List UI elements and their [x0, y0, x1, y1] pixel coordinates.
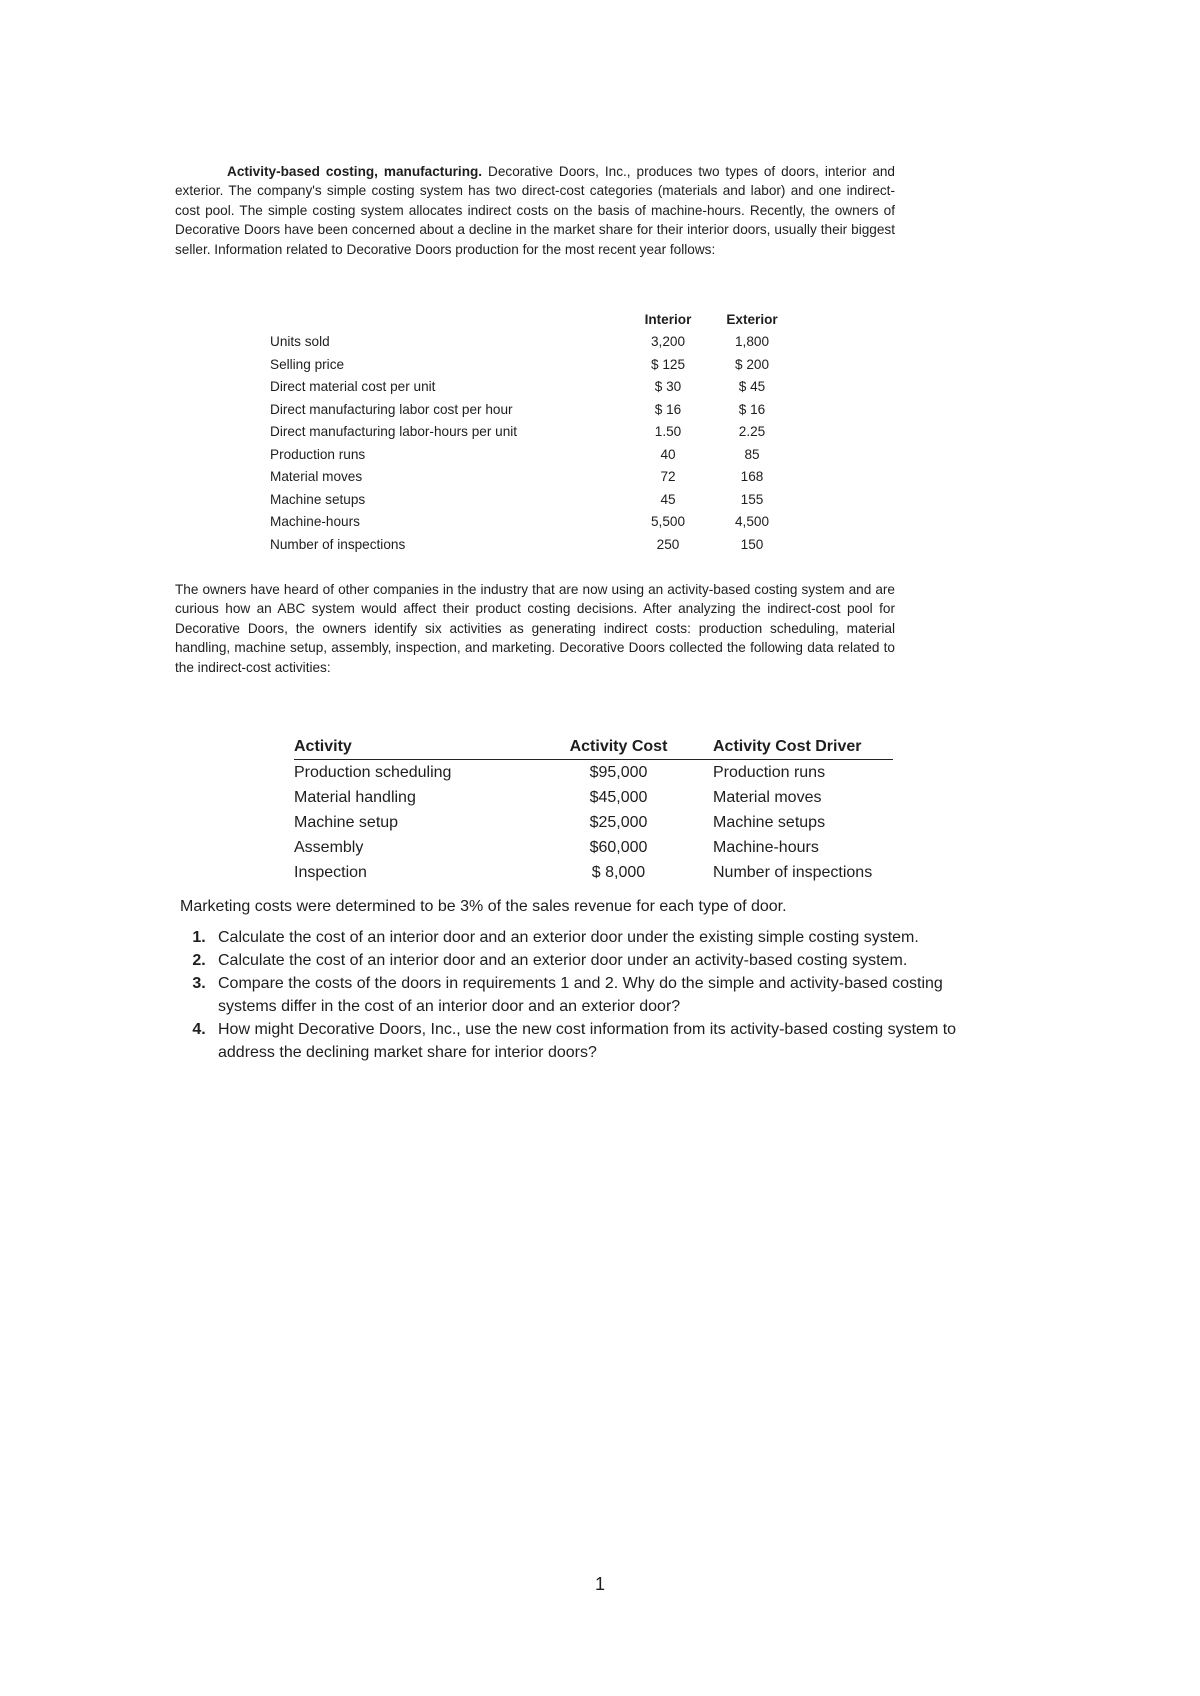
- row-label: Direct material cost per unit: [270, 379, 436, 395]
- header-activity-cost: Activity Cost: [536, 736, 701, 760]
- exterior-value: 168: [740, 469, 764, 485]
- intro-paragraph: [175, 162, 895, 259]
- interior-value: 45: [660, 491, 676, 507]
- table-row: [294, 810, 893, 835]
- table-row: [294, 835, 893, 860]
- row-label: Machine-hours: [270, 514, 360, 530]
- activity-cost: $25,000: [589, 813, 648, 831]
- cost-driver: Material moves: [713, 788, 822, 806]
- exterior-value: $ 45: [738, 379, 766, 395]
- table-row: [270, 466, 794, 489]
- production-info-table: [270, 308, 794, 556]
- exterior-value: 1,800: [734, 334, 770, 350]
- header-activity: Activity: [294, 736, 536, 760]
- table-row: [270, 511, 794, 534]
- table-row: [270, 376, 794, 399]
- row-label: Selling price: [270, 356, 345, 372]
- item-text: How might Decorative Doors, Inc., use the new cost information from its activity-based costing system to address the declining market share for interior doors?: [218, 1021, 957, 1061]
- table-row: [270, 398, 794, 421]
- row-label: Machine setups: [270, 491, 366, 507]
- item-number: 4.: [192, 1021, 206, 1038]
- interior-value: 40: [660, 446, 676, 462]
- list-item: [180, 972, 990, 1018]
- activity-cost-table: [294, 736, 893, 885]
- interior-value: 1.50: [654, 424, 682, 440]
- list-item: [180, 1018, 990, 1064]
- header-cost-driver: Activity Cost Driver: [701, 736, 893, 760]
- abc-paragraph: The owners have heard of other companies in the industry that are now using an activity-based costing system and are curious how an ABC system would affect their product costing decisions. After analyzing the indirect-cost pool for Decorative Doors, the owners identify six activities as generating indirect costs: production scheduling, material handling, machine setup, assembly, inspection, and marketing. Decorative Doors collected the following data related to the indirect-cost activities:: [175, 582, 895, 675]
- table-row: [294, 860, 893, 885]
- activity-cost: $60,000: [589, 838, 648, 856]
- list-item: [180, 949, 990, 972]
- cost-driver: Machine-hours: [713, 838, 819, 856]
- row-label: Units sold: [270, 334, 330, 350]
- interior-value: 5,500: [650, 514, 686, 530]
- list-item: [180, 926, 990, 949]
- activity-cost: $ 8,000: [591, 863, 646, 881]
- exterior-value: 85: [744, 446, 760, 462]
- activity-name: Assembly: [294, 838, 364, 856]
- table-row: [270, 331, 794, 354]
- activity-name: Production scheduling: [294, 763, 452, 781]
- cost-driver: Machine setups: [713, 813, 826, 831]
- activity-name: Machine setup: [294, 813, 399, 831]
- interior-value: $ 30: [654, 379, 682, 395]
- header-interior: Interior: [644, 311, 692, 327]
- intro-text: Decorative Doors, Inc., produces two types of doors, interior and exterior. The company's simple costing system has two direct-cost categories (materials and labor) and one indirect-cost pool. The simple costing system allocates indirect costs on the basis of machine-hours. Recently, the owners of Decorative Doors have been concerned about a decline in the market share for their interior doors, usually their biggest seller. Information related to Decorative Doors production for the most recent year follows:: [175, 164, 895, 257]
- marketing-note: Marketing costs were determined to be 3% of the sales revenue for each type of door.: [180, 898, 787, 915]
- interior-value: 3,200: [650, 334, 686, 350]
- problem-title: Activity-based costing, manufacturing.: [227, 164, 483, 179]
- item-text: Compare the costs of the doors in requirements 1 and 2. Why do the simple and activity-based costing systems differ in the cost of an interior door and an exterior door?: [218, 975, 943, 1015]
- item-text: Calculate the cost of an interior door and an exterior door under the existing simple costing system.: [218, 929, 919, 946]
- interior-value: 72: [660, 469, 676, 485]
- item-number: 2.: [192, 952, 206, 969]
- activity-cost: $95,000: [589, 763, 648, 781]
- item-number: 3.: [192, 975, 206, 992]
- item-text: Calculate the cost of an interior door and an exterior door under an activity-based costing system.: [218, 952, 908, 969]
- exterior-value: $ 200: [734, 356, 770, 372]
- activity-cost: $45,000: [589, 788, 648, 806]
- exterior-value: $ 16: [738, 401, 766, 417]
- table-row: [294, 785, 893, 810]
- interior-value: $ 125: [650, 356, 686, 372]
- table-row: [270, 353, 794, 376]
- table-row: [270, 488, 794, 511]
- activity-name: Material handling: [294, 788, 416, 806]
- exterior-value: 150: [740, 536, 764, 552]
- row-label: Material moves: [270, 469, 363, 485]
- exterior-value: 155: [740, 491, 764, 507]
- table-row: [294, 760, 893, 786]
- page-number: 1: [594, 1574, 605, 1594]
- table-row: [270, 421, 794, 444]
- requirements-list: [180, 926, 990, 1064]
- interior-value: 250: [656, 536, 680, 552]
- row-label: Number of inspections: [270, 536, 406, 552]
- interior-value: $ 16: [654, 401, 682, 417]
- activity-name: Inspection: [294, 863, 367, 881]
- header-exterior: Exterior: [726, 311, 778, 327]
- cost-driver: Number of inspections: [713, 863, 873, 881]
- table-row: [270, 443, 794, 466]
- exterior-value: 2.25: [738, 424, 766, 440]
- exterior-value: 4,500: [734, 514, 770, 530]
- table-header-row: [270, 308, 794, 331]
- row-label: Production runs: [270, 446, 366, 462]
- row-label: Direct manufacturing labor cost per hour: [270, 401, 513, 417]
- cost-driver: Production runs: [713, 763, 826, 781]
- row-label: Direct manufacturing labor-hours per unit: [270, 424, 518, 440]
- table-row: [270, 533, 794, 556]
- item-number: 1.: [192, 929, 206, 946]
- table-header-row: [294, 736, 893, 760]
